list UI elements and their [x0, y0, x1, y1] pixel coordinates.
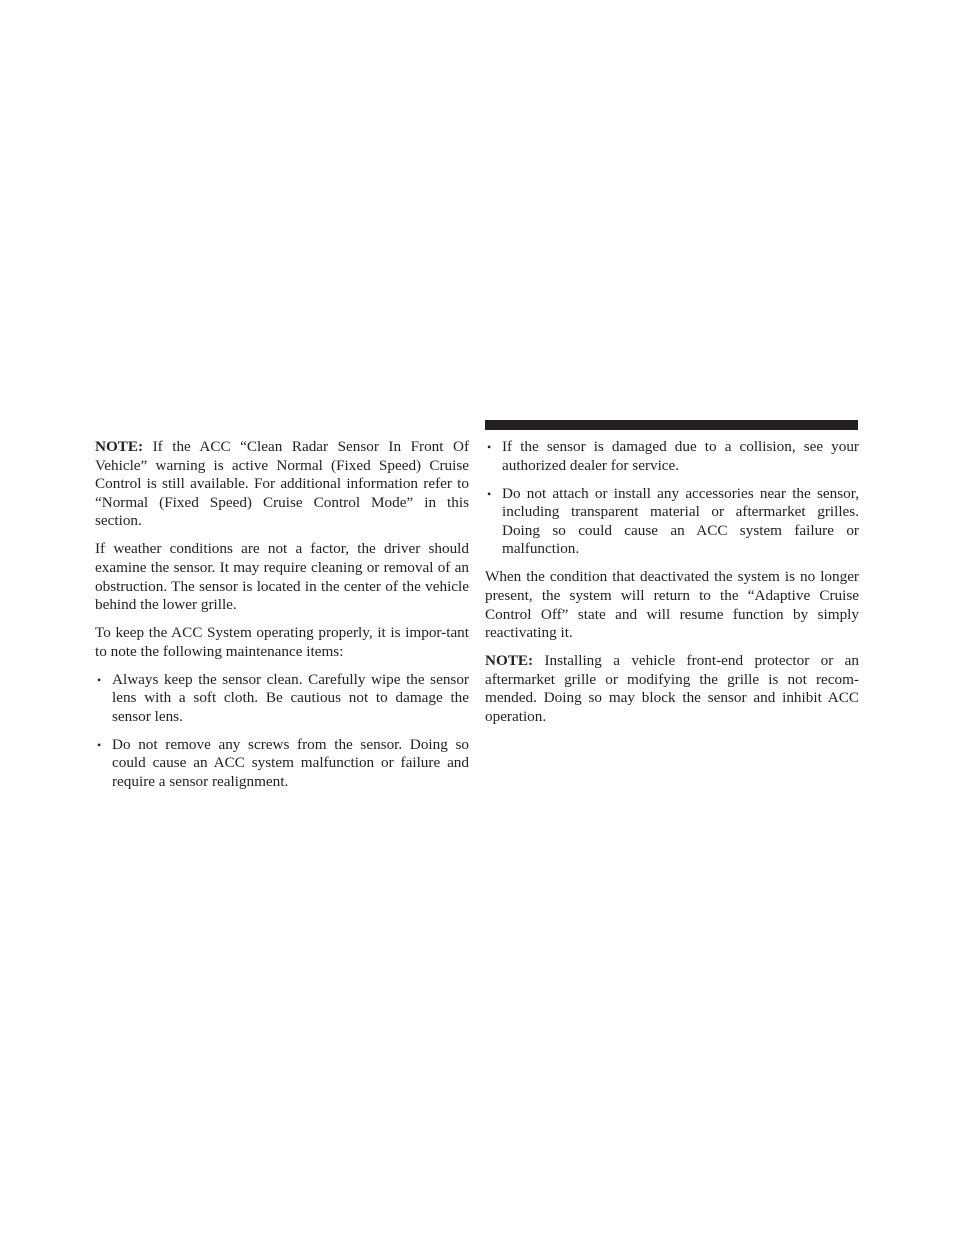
list-item [485, 438, 859, 475]
condition-paragraph: When the condition that deactivated the system is no longer present, the system will return to the “Adaptive Cruise Control Off” state and will resume function by simply reactivating it. [485, 568, 859, 642]
list-item-text: If the sensor is damaged due to a collision, see your authorized dealer for service. [502, 438, 859, 474]
list-item-text: Do not remove any screws from the sensor. Doing so could cause an ACC system malfunction or failure and require a sensor realignment. [112, 735, 469, 791]
list-item [485, 485, 859, 559]
list-item-text: Do not attach or install any accessories near the sensor, including transparent material or aftermarket grilles. Doing so could cause an ACC system failure or malfunction. [502, 484, 859, 558]
weather-paragraph: If weather conditions are not a factor, the driver should examine the sensor. It may require cleaning or removal of an obstruction. The sensor is located in the center of the vehicle behind the lower grille. [95, 540, 469, 614]
bullet-icon: • [487, 486, 492, 501]
list-item [95, 736, 469, 792]
maintenance-intro-paragraph: To keep the ACC System operating properly, it is impor-tant to note the following maintenance items: [95, 624, 469, 660]
note-label: NOTE: [95, 438, 144, 455]
bullet-icon: • [97, 672, 102, 687]
left-column [95, 438, 469, 801]
bullet-icon: • [97, 737, 102, 752]
section-header-bar [485, 420, 858, 430]
note-text: Installing a vehicle front-end protector or an aftermarket grille or modifying the grille is not recom-mended. Doing so may block the sensor and inhibit ACC operation. [485, 652, 859, 725]
note-text: If the ACC “Clean Radar Sensor In Front Of Vehicle” warning is active Normal (Fixed Speed) Cruise Control is still available. For additional information refer to “Normal (Fixed Speed) Cruise Control Mode” in this section. [95, 438, 470, 530]
maintenance-list [95, 671, 469, 792]
right-column [485, 438, 859, 736]
list-item-text: Always keep the sensor clean. Carefully wipe the sensor lens with a soft cloth. Be cautious not to damage the sensor lens. [112, 670, 469, 725]
list-item [95, 671, 469, 727]
maintenance-list-continued [485, 438, 859, 559]
note-paragraph [95, 438, 469, 531]
note-label: NOTE: [485, 652, 534, 670]
bullet-icon: • [487, 440, 492, 454]
note-paragraph [485, 652, 859, 726]
